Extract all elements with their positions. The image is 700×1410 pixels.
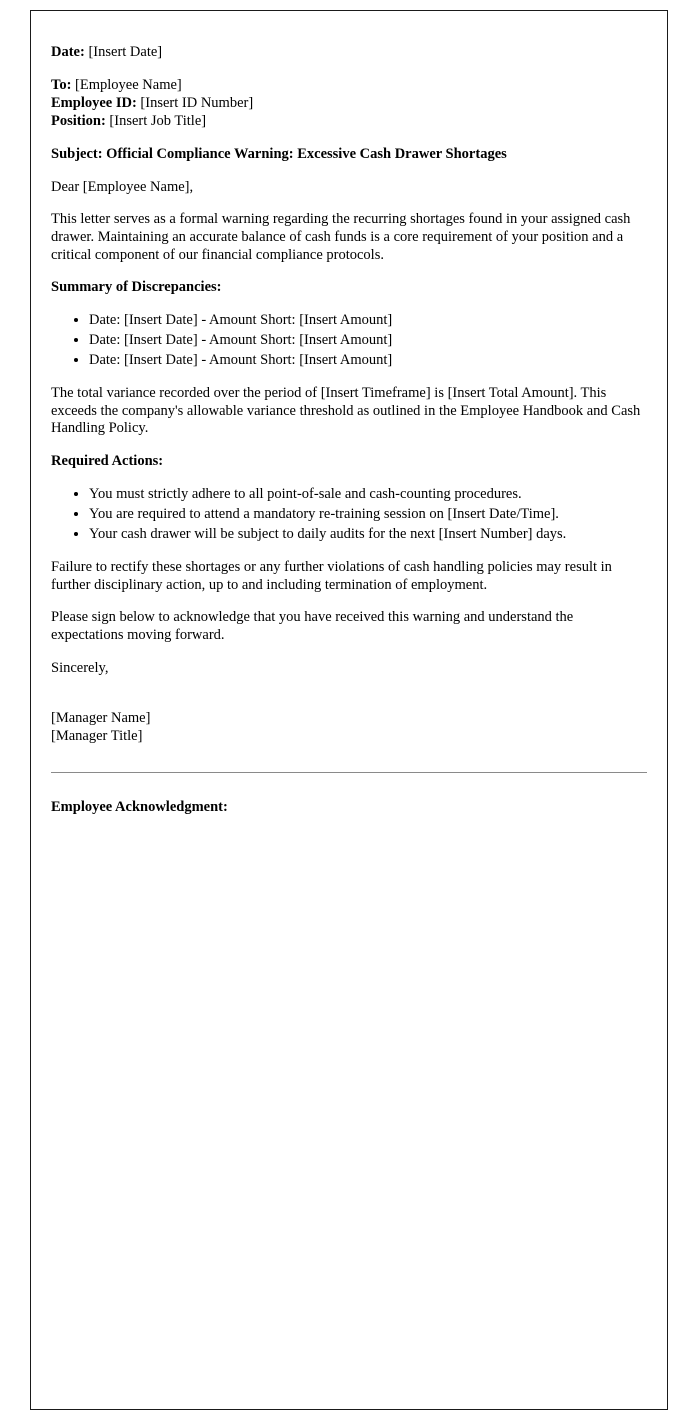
- section-divider: [51, 772, 647, 773]
- employee-id-label: Employee ID:: [51, 94, 137, 111]
- sign-paragraph: Please sign below to acknowledge that you have received this warning and understand the expectations moving forward.: [51, 609, 574, 643]
- date-line: [51, 44, 647, 62]
- action-item: • Your cash drawer will be subject to daily audits for the next [Insert Number] days.: [89, 526, 647, 544]
- discrepancy-item: • Date: [Insert Date] - Amount Short: [Insert Amount]: [89, 352, 647, 370]
- acknowledgment-heading: Employee Acknowledgment:: [51, 799, 228, 816]
- date-value: [Insert Date]: [84, 44, 163, 60]
- letter-document: [30, 10, 668, 1410]
- discrepancies-heading: Summary of Discrepancies:: [51, 279, 222, 296]
- employee-id-value: [Insert ID Number]: [136, 94, 254, 111]
- variance-paragraph: The total variance recorded over the period of [Insert Timeframe] is [Insert Total Amount]. This exceeds the company's allowable variance threshold as outlined in the Employee Handbook and Cash Handling Policy.: [51, 385, 641, 437]
- position-value: [Insert Job Title]: [105, 112, 207, 129]
- position-label: Position:: [51, 112, 106, 129]
- to-label: To:: [51, 76, 72, 93]
- letter-body: [51, 44, 647, 817]
- to-line: [51, 77, 647, 95]
- signature-block: [51, 710, 647, 746]
- to-value: [Employee Name]: [71, 76, 182, 93]
- manager-name: [Manager Name]: [51, 710, 151, 727]
- discrepancy-item: • Date: [Insert Date] - Amount Short: [Insert Amount]: [89, 312, 647, 330]
- position-line: [51, 113, 647, 131]
- closing: Sincerely,: [51, 659, 109, 676]
- failure-paragraph: Failure to rectify these shortages or any further violations of cash handling policies may result in further disciplinary action, up to and including termination of employment.: [51, 558, 612, 593]
- recipient-block: [51, 77, 647, 131]
- date-label: Date:: [51, 44, 85, 60]
- subject-line: Subject: Official Compliance Warning: Excessive Cash Drawer Shortages: [51, 145, 507, 162]
- action-item: • You must strictly adhere to all point-of-sale and cash-counting procedures.: [89, 486, 647, 504]
- salutation: Dear [Employee Name],: [51, 178, 194, 195]
- manager-title: [Manager Title]: [51, 728, 143, 745]
- intro-paragraph: This letter serves as a formal warning regarding the recurring shortages found in your assigned cash drawer. Maintaining an accurate balance of cash funds is a core requirement of your position and a critical component of our financial compliance protocols.: [51, 211, 631, 263]
- employee-id-line: [51, 95, 647, 113]
- required-actions-list: [51, 486, 647, 544]
- required-actions-heading: Required Actions:: [51, 453, 164, 470]
- discrepancy-item: • Date: [Insert Date] - Amount Short: [Insert Amount]: [89, 332, 647, 350]
- discrepancies-list: [51, 312, 647, 370]
- action-item: • You are required to attend a mandatory re-training session on [Insert Date/Time].: [89, 506, 647, 524]
